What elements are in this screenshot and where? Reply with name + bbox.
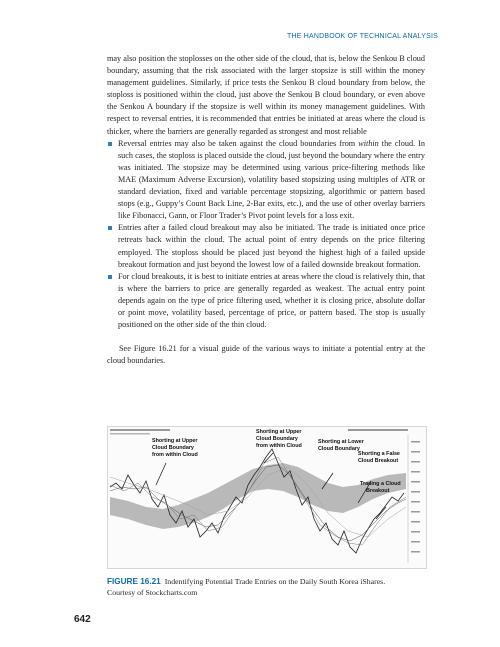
annotation-false-breakout: Shorting a False Cloud Breakout	[358, 451, 400, 464]
page-number: 642	[74, 614, 91, 625]
bullet-item-failed-breakout: Entries after a failed cloud breakout may also be initiated. The trade is initiated once price retreats back within the cloud. The actual point of entry depends on the price filtering employed. The stoploss should be placed just beyond the highest high of a failed upside breakout formation and just beyond the lowest low of a failed downside breakout formation.	[107, 222, 425, 270]
figure-caption	[107, 577, 427, 598]
ichimoku-chart-graphic	[108, 427, 426, 568]
see-figure-paragraph: See Figure 16.21 for a visual guide of the various ways to initiate a potential entry at the cloud boundaries.	[107, 344, 425, 366]
figure-label: FIGURE 16.21	[107, 577, 161, 586]
figure-caption-text: Indentifying Potential Trade Entries on the Daily South Korea iShares.	[164, 577, 386, 586]
figure-chart-image	[107, 426, 427, 569]
body-text	[107, 53, 425, 367]
bullet-item-cloud-breakouts: For cloud breakouts, it is best to initiate entries at areas where the cloud is relatively thin, that is where the barriers to price are generally regarded as weakest. The actual entry point depends again on the type of price filtering used, whether it is closing price, absolute dollar or point move, volatility based, percentage of price, or pattern based. The stop is usually positioned on the other side of the thin cloud.	[107, 271, 425, 331]
emphasis-within: within	[358, 138, 379, 148]
bullet-item-within-cloud: Reversal entries may also be taken against the cloud boundaries from within the cloud. In such cases, the stoploss is placed outside the cloud, just beyond the boundary where the entry was initiated. The stopsize may be determined using various price-filtering methods like MAE (Maximum Adverse Excursion), volatility based stopsizing using multiples of ATR or standard deviation, fixed and variable percentage stopsizing, algorithmic or pattern based stops (e.g., Guppy’s Count Back Line, 2-Bar exits, etc.), and the use of other overlay barriers like Fibonacci, Gann, or Floor Trader’s Pivot point levels for a loss exit.	[107, 138, 425, 223]
annotation-cloud-breakout: Trading a Cloud Breakout	[360, 481, 401, 494]
annotation-lower-boundary: Shorting at Lower Cloud Boundary	[318, 439, 364, 452]
annotation-upper-boundary-within-cloud-1: Shorting at Upper Cloud Boundary from within Cloud	[152, 438, 198, 458]
intro-paragraph: may also position the stoplosses on the other side of the cloud, that is, below the Senkou B cloud boundary, assuming that the risk associated with the larger stopsize is still within the money management guidelines. Similarly, if price tests the Senkou B cloud boundary from below, the stoploss is positioned within the cloud, just above the Senkou B cloud boundary, or even above the Senkou A boundary if the stopsize is well within its money management guidelines. With respect to reversal entries, it is recommended that entries be initiated at areas where the cloud is thicker, where the barriers are generally regarded as strongest and most reliable	[107, 54, 425, 136]
figure-credit: Courtesy of Stockcharts.com	[107, 587, 198, 597]
annotation-upper-boundary-within-cloud-2: Shorting at Upper Cloud Boundary from within Cloud	[256, 429, 302, 449]
running-header: THE HANDBOOK OF TECHNICAL ANALYSIS	[287, 33, 438, 40]
